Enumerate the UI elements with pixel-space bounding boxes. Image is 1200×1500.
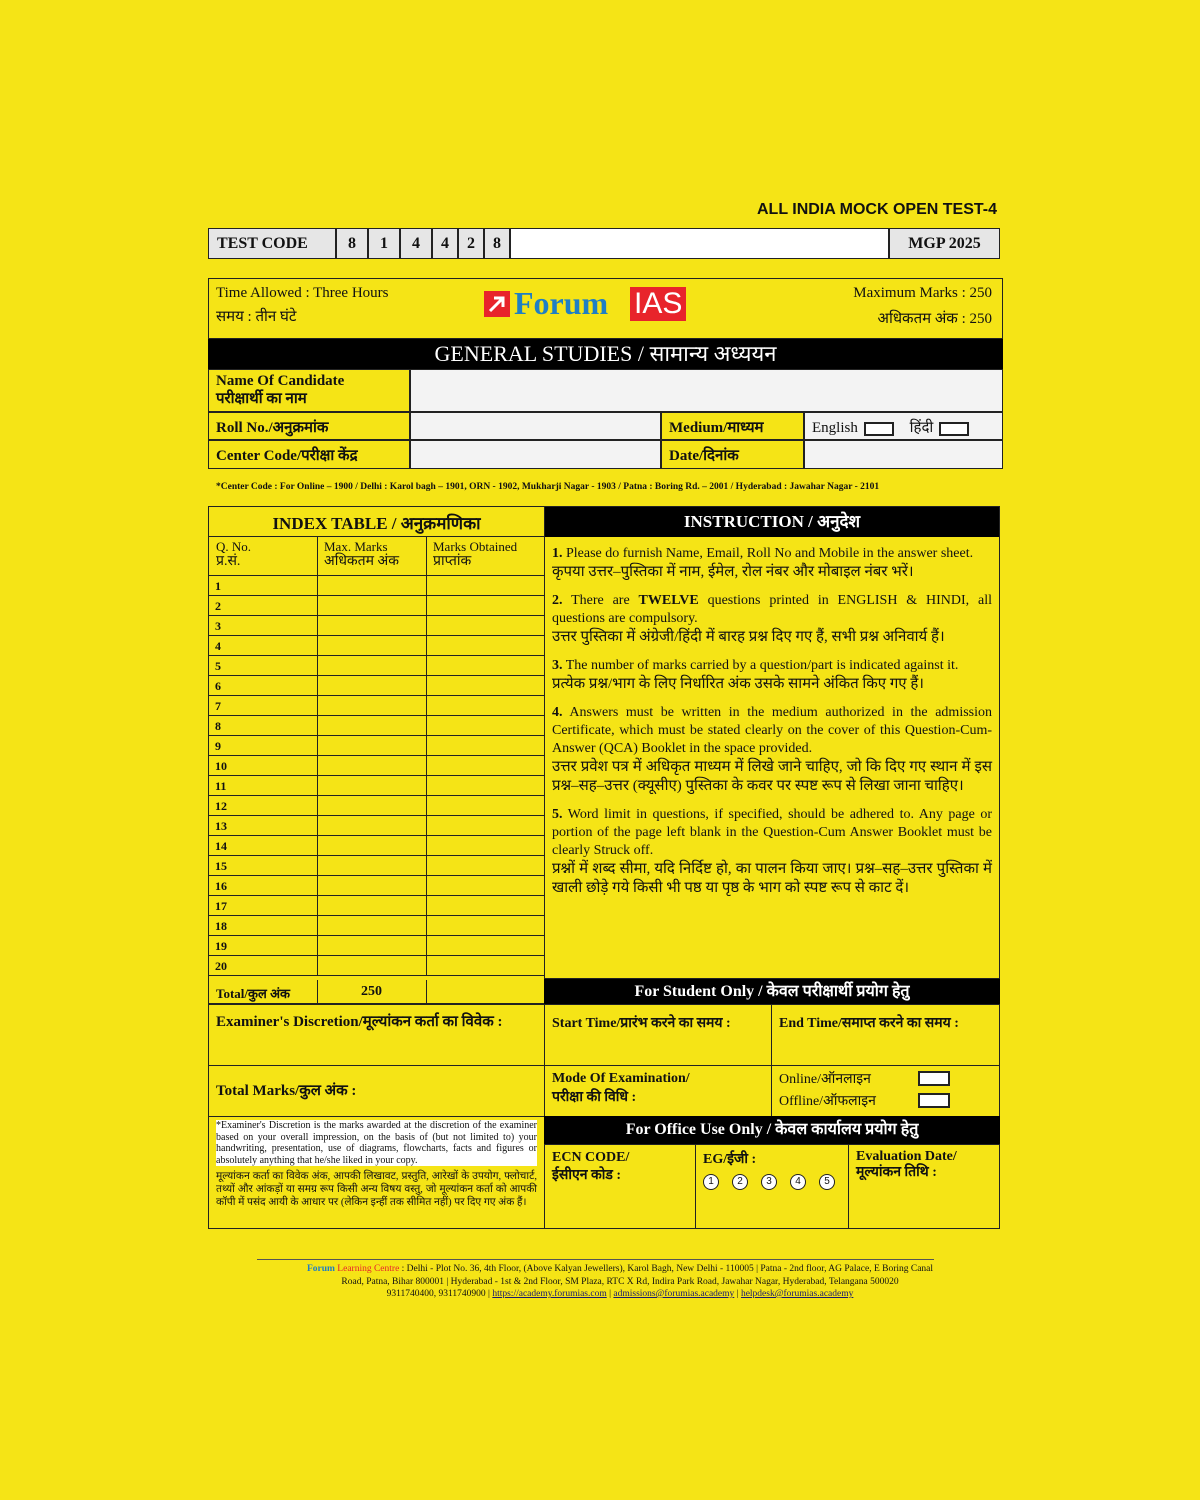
eval-hi: मूल्यांकन तिथि :	[856, 1165, 937, 1180]
test-code-digit: 4	[400, 228, 432, 259]
mode-en: Mode Of Examination/	[552, 1071, 690, 1086]
table-row: 7	[209, 696, 544, 716]
subject-bar: GENERAL STUDIES / सामान्य अध्ययन	[208, 339, 1003, 369]
eg-bubble[interactable]: 5	[819, 1174, 835, 1190]
roll-field[interactable]	[410, 412, 661, 440]
arrow-up-right-icon	[484, 291, 510, 317]
footer-address2: Road, Patna, Bihar 800001 | Hyderabad - 1st & 2nd Floor, SM Plaza, RTC X Rd, Indira Park Road, Jawahar Nagar, Hyderabad, Telangana 500020	[341, 1276, 899, 1287]
max-marks-en: Maximum Marks : 250	[853, 285, 992, 301]
footer-url-link[interactable]: https://academy.forumias.com	[492, 1289, 607, 1299]
name-label-hi: परीक्षार्थी का नाम	[216, 391, 307, 407]
table-row: 14	[209, 836, 544, 856]
logo	[484, 285, 694, 321]
end-time[interactable]: End Time/समाप्त करने का समय :	[771, 1004, 1000, 1066]
eg-bubble[interactable]: 1	[703, 1174, 719, 1190]
table-row: 18	[209, 916, 544, 936]
online-label: Online/ऑनलाइन	[779, 1072, 871, 1087]
center-code-note: *Center Code : For Online – 1900 / Delhi : Karol bagh – 1901, ORN - 1902, Mukharji Nagar - 1903 / Patna : Boring Rd. – 2001 / Hyderabad : Jawahar Nagar - 2101	[216, 482, 880, 492]
ecn-hi: ईसीएन कोड :	[552, 1168, 622, 1183]
examiner-discretion: Examiner's Discretion/मूल्यांकन कर्ता का विवेक :	[208, 1004, 545, 1066]
instruction-item: 3. The number of marks carried by a question/part is indicated against it. प्रत्येक प्रश्न/भाग के लिए निर्धारित अंक उसके सामने अंकित किए गए हैं।	[552, 658, 959, 692]
name-field[interactable]	[410, 369, 1003, 412]
medium-hindi-checkbox[interactable]	[939, 422, 969, 436]
online-checkbox[interactable]	[918, 1071, 950, 1086]
test-code-digit: 8	[484, 228, 510, 259]
index-table	[208, 506, 545, 1004]
table-row: 15	[209, 856, 544, 876]
col-obt-en: Marks Obtained	[433, 539, 518, 554]
eg-cell	[695, 1144, 849, 1229]
eval-en: Evaluation Date/	[856, 1149, 957, 1164]
mode-of-exam	[544, 1065, 772, 1117]
center-field[interactable]	[410, 440, 661, 469]
medium-english-checkbox[interactable]	[864, 422, 894, 436]
ecn-en: ECN CODE/	[552, 1150, 630, 1165]
table-row: 6	[209, 676, 544, 696]
medium-hindi-label: हिंदी	[909, 420, 934, 436]
eg-bubble[interactable]: 2	[732, 1174, 748, 1190]
footer-rule	[257, 1259, 934, 1260]
test-code-digit: 4	[432, 228, 458, 259]
table-row: 11	[209, 776, 544, 796]
examiner-note-hi: मूल्यांकन कर्ता का विवेक अंक, आपकी लिखावट, प्रस्तुति, आरेखों के उपयोग, फ्लोचार्ट, तथ्यों और आंकड़ों या समग्र रूप किसी अन्य विषय वस्तु, जो मूल्यांकन कर्ता को आपकी कॉपी में पसंद आयी के आधार पर (लेकिन इन्हीं तक सीमित नहीं) पर दिए गए अंक हैं।	[216, 1171, 537, 1208]
footer-phones: 9311740400, 9311740900	[386, 1289, 486, 1299]
examiner-note	[208, 1116, 545, 1229]
eg-label: EG/ईजी :	[703, 1152, 757, 1167]
instruction-item: 1. Please do furnish Name, Email, Roll No and Mobile in the answer sheet. कृपया उत्तर–पुस्तिका में नाम, ईमेल, रोल नंबर और मोबाइल नंबर भरें।	[552, 546, 974, 580]
col-max-en: Max. Marks	[324, 539, 388, 554]
table-row: 12	[209, 796, 544, 816]
program-label: MGP 2025	[889, 228, 1000, 259]
start-time[interactable]: Start Time/प्रारंभ करने का समय :	[544, 1004, 772, 1066]
footer-address1: : Delhi - Plot No. 36, 4th Floor, (Above Kalyan Jewellers), Karol Bagh, New Delhi - 110005 | Patna - 2nd floor, AG Palace, E Boring Canal	[401, 1264, 934, 1274]
top-info-box	[208, 278, 1003, 339]
eg-bubbles	[703, 1171, 841, 1190]
instruction-panel	[544, 506, 1000, 979]
index-total-row	[209, 980, 544, 1004]
test-code-blank	[510, 228, 889, 259]
instruction-list	[552, 545, 992, 904]
candidate-table	[208, 369, 1003, 469]
table-row: 9	[209, 736, 544, 756]
table-row: 4	[209, 636, 544, 656]
table-row: 8	[209, 716, 544, 736]
table-row: 3	[209, 616, 544, 636]
table-row: 2	[209, 596, 544, 616]
col-max-hi: अधिकतम अंक	[324, 554, 399, 569]
test-title: ALL INDIA MOCK OPEN TEST-4	[756, 201, 997, 218]
test-code-digit: 8	[336, 228, 368, 259]
test-code-row	[208, 228, 1000, 259]
footer-line1	[220, 1263, 1020, 1276]
logo-ias: IAS	[630, 287, 686, 321]
index-title: INDEX TABLE / अनुक्रमणिका	[272, 514, 481, 533]
time-allowed-hi: समय : तीन घंटे	[216, 309, 297, 325]
date-field[interactable]	[804, 440, 1003, 469]
name-label-en: Name Of Candidate	[216, 373, 345, 389]
col-obt-hi: प्राप्तांक	[433, 554, 472, 569]
mode-options	[771, 1065, 1000, 1117]
name-label	[208, 369, 410, 412]
col-q-en: Q. No.	[216, 539, 252, 554]
examiner-note-en: *Examiner's Discretion is the marks awarded at the discretion of the examiner based on your overall impression, on the basis of (but not limited to) your handwriting, presentation, use of diagrams, flowcharts, facts and figures or absolutely anything that he/she liked in your copy.	[216, 1120, 537, 1166]
total-value: 250	[361, 984, 382, 999]
eg-bubble[interactable]: 3	[761, 1174, 777, 1190]
instruction-item: 2. There are TWELVE questions printed in ENGLISH & HINDI, all questions are compulsory. उत्तर पुस्तिका में अंग्रेजी/हिंदी में बारह प्रश्न दिए गए हैं, सभी प्रश्न अनिवार्य हैं।	[552, 593, 993, 645]
table-row: 19	[209, 936, 544, 956]
table-row: 13	[209, 816, 544, 836]
roll-label: Roll No./अनुक्रमांक	[208, 412, 410, 440]
instruction-title: INSTRUCTION / अनुदेश	[545, 507, 999, 537]
index-rows	[209, 576, 544, 980]
ecn-code	[544, 1144, 696, 1229]
footer-learning: Learning Centre	[337, 1264, 400, 1274]
evaluation-date	[848, 1144, 1000, 1229]
index-header	[209, 536, 544, 576]
offline-label: Offline/ऑफलाइन	[779, 1094, 876, 1109]
test-code-digit: 2	[458, 228, 484, 259]
medium-english-label: English	[812, 420, 858, 436]
medium-options	[804, 412, 1003, 440]
total-marks: Total Marks/कुल अंक :	[208, 1065, 545, 1117]
test-code-digit: 1	[368, 228, 400, 259]
table-row: 20	[209, 956, 544, 976]
footer-contact: 9311740400, 9311740900 | https://academy.forumias.com | admissions@forumias.academy | helpdesk@forumias.academy	[386, 1289, 854, 1299]
time-allowed-en: Time Allowed : Three Hours	[216, 285, 389, 301]
mode-hi: परीक्षा की विधि :	[552, 1090, 637, 1105]
table-row: 10	[209, 756, 544, 776]
student-only-bar: For Student Only / केवल परीक्षार्थी प्रयोग हेतु	[544, 979, 1000, 1004]
offline-checkbox[interactable]	[918, 1093, 950, 1108]
office-use-bar: For Office Use Only / केवल कार्यालय प्रयोग हेतु	[544, 1116, 1000, 1144]
center-label: Center Code/परीक्षा केंद्र	[208, 440, 410, 469]
col-q-hi: प्र.सं.	[216, 554, 241, 569]
test-code-label: TEST CODE	[208, 228, 336, 259]
instruction-item: 4. Answers must be written in the medium authorized in the admission Certificate, which must be stated clearly on the cover of this Question-Cum-Answer (QCA) Booklet in the space provided. उत्तर प्रवेश पत्र में अधिकृत माध्यम में लिखे जाने चाहिए, जो कि दिए गए स्थान में इस प्रश्न–सह–उत्तर (क्यूसीए) पुस्तिका के कवर पर स्पष्ट रूप से लिखा जाना चाहिए।	[552, 705, 993, 794]
footer-email-helpdesk[interactable]: helpdesk@forumias.academy	[740, 1289, 854, 1299]
max-marks-hi: अधिकतम अंक : 250	[877, 311, 992, 327]
table-row: 5	[209, 656, 544, 676]
table-row: 17	[209, 896, 544, 916]
logo-forum: Forum	[514, 285, 609, 321]
footer-forum: Forum	[306, 1264, 335, 1274]
footer	[220, 1263, 1020, 1301]
instruction-item: 5. Word limit in questions, if specified, should be adhered to. Any page or portion of the page left blank in the Question-Cum Answer Booklet must be clearly Struck off. प्रश्नों में शब्द सीमा, यदि निर्दिष्ट हो, का पालन किया जाए। प्रश्न–सह–उत्तर पुस्तिका में खाली छोड़े गये किसी भी पष्ठ या पृष्ठ के भाग को स्पष्ट रूप से काट दें।	[552, 807, 992, 896]
footer-email-admissions[interactable]: admissions@forumias.academy	[613, 1289, 735, 1299]
total-label: Total/कुल अंक	[216, 986, 290, 1001]
medium-label: Medium/माध्यम	[661, 412, 804, 440]
table-row: 1	[209, 576, 544, 596]
date-label: Date/दिनांक	[661, 440, 804, 469]
table-row: 16	[209, 876, 544, 896]
eg-bubble[interactable]: 4	[790, 1174, 806, 1190]
